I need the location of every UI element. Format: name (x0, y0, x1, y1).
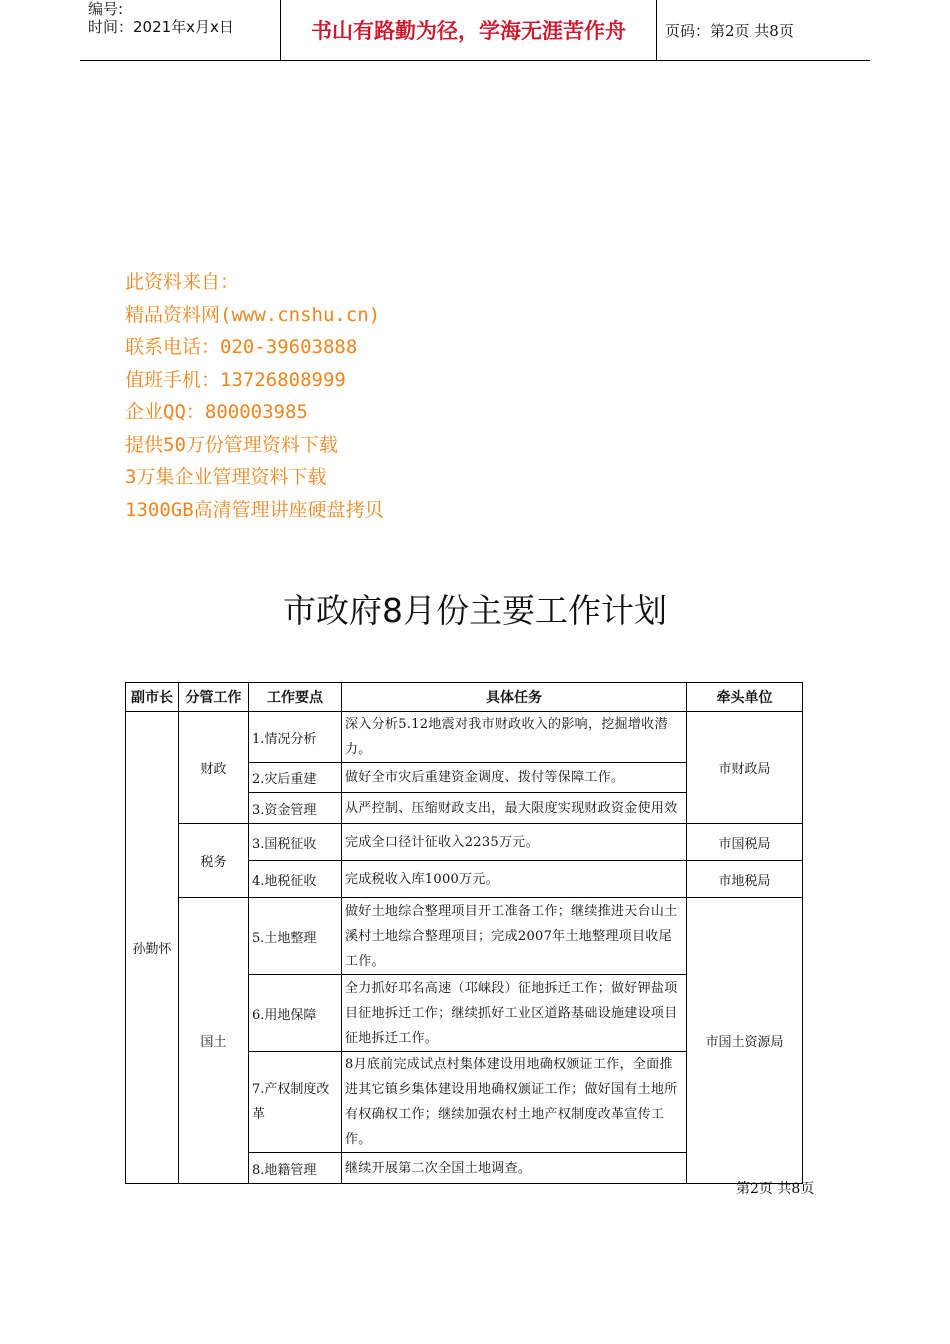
area-cell: 财政 (179, 712, 249, 824)
ad-line: 提供50万份管理资料下载 (125, 433, 338, 456)
area-cell: 国土 (179, 898, 249, 1184)
page-footer: 第2页 共8页 (736, 1181, 815, 1197)
header-responsibility: 分管工作 (179, 683, 249, 712)
document-title: 市政府8月份主要工作计划 (283, 591, 667, 630)
task-cell: 继续开展第二次全国土地调查。 (342, 1153, 687, 1184)
table-row (126, 712, 803, 763)
point-cell: 7.产权制度改革 (249, 1052, 342, 1153)
lead-cell: 市财政局 (687, 712, 803, 824)
header-slogan: 书山有路勤为径，学海无涯苦作舟 (280, 0, 657, 60)
task-cell: 完成全口径计征收入2235万元。 (342, 824, 687, 861)
lead-cell: 市国土资源局 (687, 898, 803, 1184)
task-cell: 从严控制、压缩财政支出，最大限度实现财政资金使用效 (342, 793, 687, 824)
lead-cell: 市地税局 (687, 861, 803, 898)
point-cell: 4.地税征收 (249, 861, 342, 898)
point-cell: 6.用地保障 (249, 975, 342, 1052)
table-row (126, 824, 803, 861)
vice-mayor-cell: 孙勤怀 (126, 712, 179, 1184)
ad-line: 精品资料网(www.cnshu.cn) (125, 303, 381, 326)
ad-line: 此资料来自： (125, 271, 240, 293)
table-header-row (126, 683, 803, 712)
doc-number-label: 编号: (88, 0, 124, 18)
task-cell: 8月底前完成试点村集体建设用地确权颁证工作，全面推进其它镇乡集体建设用地确权颁证工作；做好国有土地所有权确权工作；继续加强农村土地产权制度改革宣传工作。 (342, 1052, 687, 1153)
task-cell: 做好全市灾后重建资金调度、拨付等保障工作。 (342, 763, 687, 793)
task-cell: 全力抓好邛名高速（邛崃段）征地拆迁工作；做好钾盐项目征地拆迁工作；继续抓好工业区道路基础设施建设项目征地拆迁工作。 (342, 975, 687, 1052)
work-plan-table (125, 682, 803, 1184)
point-cell: 5.土地整理 (249, 898, 342, 975)
point-cell: 2.灾后重建 (249, 763, 342, 793)
header-vice-mayor: 副市长 (126, 683, 179, 712)
task-cell: 深入分析5.12地震对我市财政收入的影响，挖掘增收潜力。 (342, 712, 687, 763)
ad-line: 值班手机：13726808999 (125, 368, 346, 391)
point-cell: 3.资金管理 (249, 793, 342, 824)
header-meta (88, 0, 280, 60)
area-cell: 税务 (179, 824, 249, 898)
source-ad-block (125, 266, 384, 526)
doc-time-label: 时间：2021年x月x日 (88, 18, 234, 36)
ad-line: 1300GB高清管理讲座硬盘拷贝 (125, 498, 384, 521)
ad-line: 企业QQ：800003985 (125, 401, 308, 423)
table-row (126, 898, 803, 975)
point-cell: 3.国税征收 (249, 824, 342, 861)
header-page-number: 页码：第2页 共8页 (665, 21, 794, 40)
task-cell: 完成税收入库1000万元。 (342, 861, 687, 898)
header-key-point: 工作要点 (249, 683, 342, 712)
task-cell: 做好土地综合整理项目开工准备工作；继续推进天台山土溪村土地综合整理项目；完成2007年土地整理项目收尾工作。 (342, 898, 687, 975)
header-lead-unit: 牵头单位 (687, 683, 803, 712)
point-cell: 8.地籍管理 (249, 1153, 342, 1184)
ad-line: 联系电话：020-39603888 (125, 336, 358, 358)
point-cell: 1.情况分析 (249, 712, 342, 763)
lead-cell: 市国税局 (687, 824, 803, 861)
header-task: 具体任务 (342, 683, 687, 712)
ad-line: 3万集企业管理资料下载 (125, 466, 327, 488)
page-header (80, 0, 870, 61)
